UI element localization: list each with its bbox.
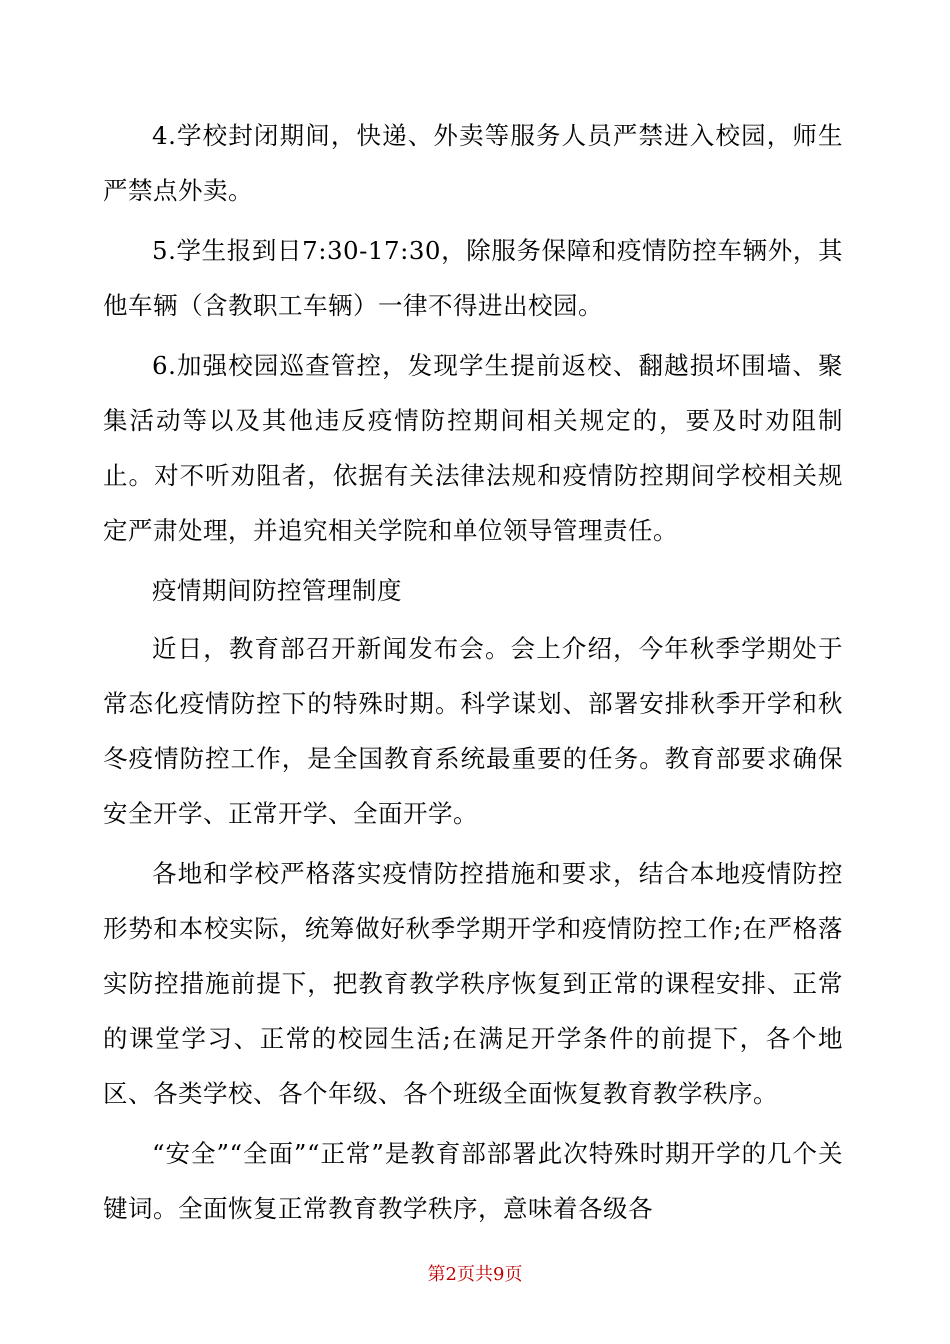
paragraph-item-5: 5.学生报到日7:30-17:30，除服务保障和疫情防控车辆外，其他车辆（含教职工车辆）一律不得进出校园。 [103,236,843,320]
paragraph-intro: 近日，教育部召开新闻发布会。会上介绍，今年秋季学期处于常态化疫情防控下的特殊时期。科学谋划、部署安排秋季开学和秋冬疫情防控工作，是全国教育系统最重要的任务。教育部要求确保安全开学、正常开学、全面开学。 [103,634,843,828]
document-body [103,108,843,1236]
page-number-footer: 第2页共9页 [427,1264,523,1285]
paragraph-keywords: “安全”“全面”“正常”是教育部部署此次特殊时期开学的几个关键词。全面恢复正常教育教学秩序，意味着各级各 [103,1139,843,1223]
paragraph-item-4: 4.学校封闭期间，快递、外卖等服务人员严禁进入校园，师生严禁点外卖。 [103,121,843,205]
paragraph-measures: 各地和学校严格落实疫情防控措施和要求，结合本地疫情防控形势和本校实际，统筹做好秋季学期开学和疫情防控工作;在严格落实防控措施前提下，把教育教学秩序恢复到正常的课程安排、正常的课堂学习、正常的校园生活;在满足开学条件的前提下，各个地区、各类学校、各个年级、各个班级全面恢复教育教学秩序。 [103,859,843,1108]
paragraph-item-6: 6.加强校园巡查管控，发现学生提前返校、翻越损坏围墙、聚集活动等以及其他违反疫情防控期间相关规定的，要及时劝阻制止。对不听劝阻者，依据有关法律法规和疫情防控期间学校相关规定严肃处理，并追究相关学院和单位领导管理责任。 [103,351,843,545]
section-heading: 疫情期间防控管理制度 [152,576,402,605]
